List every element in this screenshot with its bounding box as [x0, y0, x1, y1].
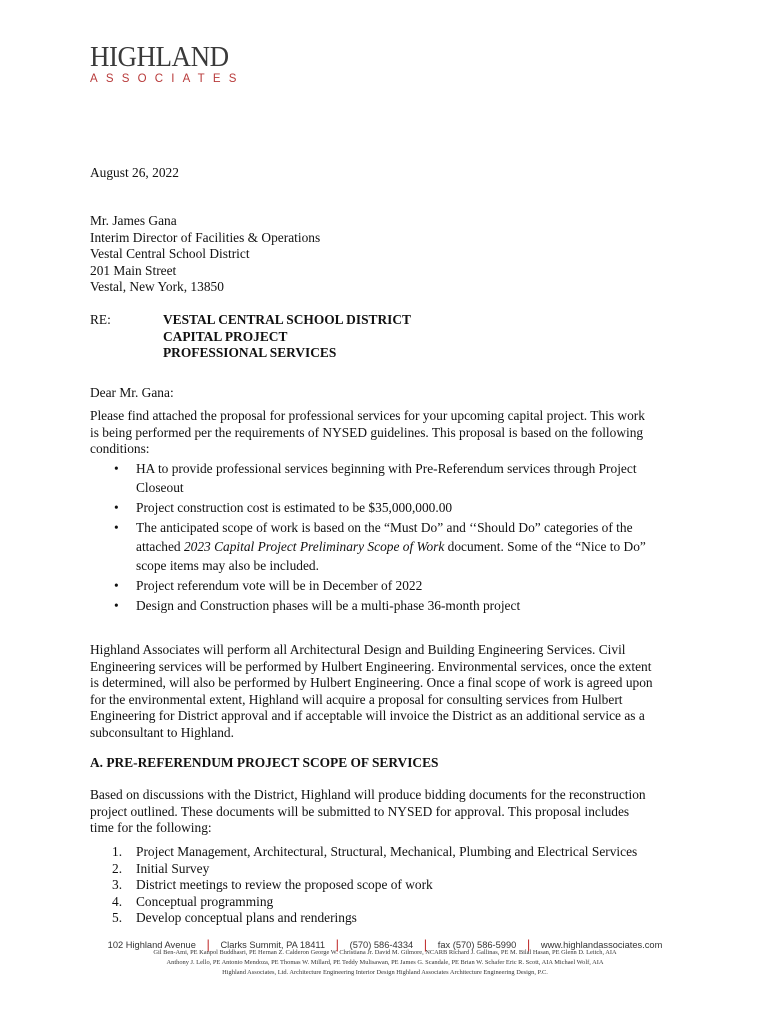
- paragraph-line: conditions:: [90, 441, 150, 456]
- paragraph-line: subconsultant to Highland.: [90, 724, 234, 740]
- paragraph-line: Engineering for District approval and if acceptable will invoice the District as an additional service as a: [90, 708, 645, 723]
- footer-company-line: Highland Associates, Ltd. Architecture Engineering Interior Design Highland Associates Architecture Engineering Design, P.C.: [222, 969, 548, 976]
- footer-fax: fax (570) 586-5990: [437, 940, 517, 950]
- re-line: VESTAL CENTRAL SCHOOL DISTRICT: [163, 312, 411, 327]
- paragraph-line: Based on discussions with the District, Highland will produce bidding documents for the reconstruction: [90, 787, 646, 802]
- footer-separator: |: [206, 937, 210, 952]
- list-item-text: Closeout: [136, 480, 184, 495]
- paragraph-line: is being performed per the requirements of NYSED guidelines. This proposal is based on the following: [90, 424, 644, 440]
- bullet-icon: •: [114, 461, 119, 476]
- list-item-text: The anticipated scope of work is based on the “Must Do” and ‘‘Should Do” categories of the: [136, 520, 633, 535]
- list-item-text: [136, 537, 690, 556]
- task-list: [90, 844, 637, 927]
- recipient-organization: Vestal Central School District: [90, 246, 250, 261]
- list-item-text: Conceptual programming: [136, 893, 274, 909]
- list-item: [90, 459, 690, 497]
- footer-separator: |: [423, 937, 428, 952]
- highland-associates-logo: [90, 41, 245, 86]
- paragraph-line: for the environmental extent, Highland will acquire a proposal for consulting services from Hulbert: [90, 691, 623, 707]
- list-item-text: Project referendum vote will be in December of 2022: [136, 578, 423, 593]
- recipient-city: Vestal, New York, 13850: [90, 279, 224, 294]
- bullet-icon: •: [114, 598, 119, 613]
- footer-separator: |: [335, 937, 339, 952]
- list-item: [90, 498, 690, 517]
- list-item: [90, 861, 637, 878]
- list-item: [90, 576, 690, 595]
- paragraph-line: time for the following:: [90, 820, 212, 835]
- services-paragraph: [90, 642, 680, 741]
- salutation: Dear Mr. Gana:: [90, 385, 174, 400]
- footer-city: Clarks Summit, PA 18411: [220, 940, 326, 950]
- list-item-text: Project Management, Architectural, Structural, Mechanical, Plumbing and Electrical Services: [136, 844, 638, 859]
- footer-address: 102 Highland Avenue: [107, 940, 196, 950]
- re-label: RE:: [90, 312, 111, 327]
- re-subject: [163, 312, 411, 362]
- document-title-italic: 2023 Capital Project Preliminary Scope of Work: [183, 539, 445, 554]
- paragraph-line: project outlined. These documents will be submitted to NYSED for approval. This proposal includes: [90, 803, 630, 819]
- list-number: 5.: [112, 910, 123, 925]
- bullet-icon: •: [114, 500, 119, 515]
- bullet-icon: •: [114, 520, 119, 535]
- list-item: [90, 518, 690, 575]
- text-run: attached: [136, 539, 184, 554]
- recipient-street: 201 Main Street: [90, 263, 177, 278]
- list-number: 2.: [112, 860, 123, 876]
- list-item: [90, 596, 690, 615]
- conditions-list: [90, 459, 690, 615]
- paragraph-line: Engineering services will be performed by Hulbert Engineering. Environmental services, once the extent: [90, 658, 652, 674]
- footer-staff-line: Gil Ben-Ami, PE Kanpol Buddhasri, PE Hernan Z. Calderon George W. Christiana Jr. David M. Gilmore, NCARB Richard J. Gallinas, PE M. Bilal Hasan, PE Glenn D. Leitch, AIA: [153, 949, 617, 956]
- recipient-name: Mr. James Gana: [90, 213, 177, 228]
- re-line: PROFESSIONAL SERVICES: [163, 345, 337, 360]
- list-item-text: Develop conceptual plans and renderings: [136, 910, 357, 925]
- paragraph-line: is determined, will also be performed by Hulbert Engineering. Once a final scope of work is agreed upon: [90, 675, 653, 690]
- footer-phone: (570) 586-4334: [349, 940, 414, 950]
- logo-wordmark: HIGHLAND: [90, 41, 229, 73]
- list-item-text: scope items may also be included.: [136, 558, 319, 573]
- list-number: 3.: [112, 877, 123, 892]
- list-item-text: HA to provide professional services beginning with Pre-Referendum services through Project: [136, 461, 637, 476]
- scope-paragraph: [90, 787, 680, 837]
- list-item-text: Design and Construction phases will be a multi-phase 36-month project: [136, 598, 521, 613]
- text-run: document. Some of the “Nice to Do”: [444, 539, 646, 554]
- footer-separator: |: [526, 937, 531, 952]
- footer-staff-line: Anthony J. Lello, PE Antonio Mendoza, PE Thomas W. Millard, PE Teddy Mulisawan, PE James G. Scandale, PE Brian W. Schafer Eric R. Scott, AIA Michael Wolf, AIA: [166, 959, 604, 966]
- paragraph-line: Highland Associates will perform all Architectural Design and Building Engineering Services. Civil: [90, 642, 626, 657]
- list-item: [90, 877, 637, 894]
- list-number: 1.: [112, 844, 123, 859]
- list-item: [90, 894, 637, 911]
- list-item-text: Project construction cost is estimated to be $35,000,000.00: [136, 500, 453, 515]
- recipient-title: Interim Director of Facilities & Operations: [90, 230, 321, 245]
- list-number: 4.: [112, 893, 123, 909]
- list-item-text: District meetings to review the proposed scope of work: [136, 877, 433, 892]
- intro-paragraph: [90, 408, 680, 458]
- section-heading: A. PRE-REFERENDUM PROJECT SCOPE OF SERVICES: [90, 755, 439, 770]
- list-item: [90, 844, 637, 861]
- footer-website[interactable]: www.highlandassociates.com: [540, 940, 663, 950]
- list-item-text: Initial Survey: [136, 860, 210, 876]
- paragraph-line: Please find attached the proposal for professional services for your upcoming capital project. This work: [90, 408, 645, 423]
- letter-date: August 26, 2022: [90, 165, 179, 180]
- re-line: CAPITAL PROJECT: [163, 328, 288, 344]
- logo-subtitle: ASSOCIATES: [90, 73, 245, 85]
- bullet-icon: •: [114, 578, 119, 593]
- list-item: [90, 910, 637, 927]
